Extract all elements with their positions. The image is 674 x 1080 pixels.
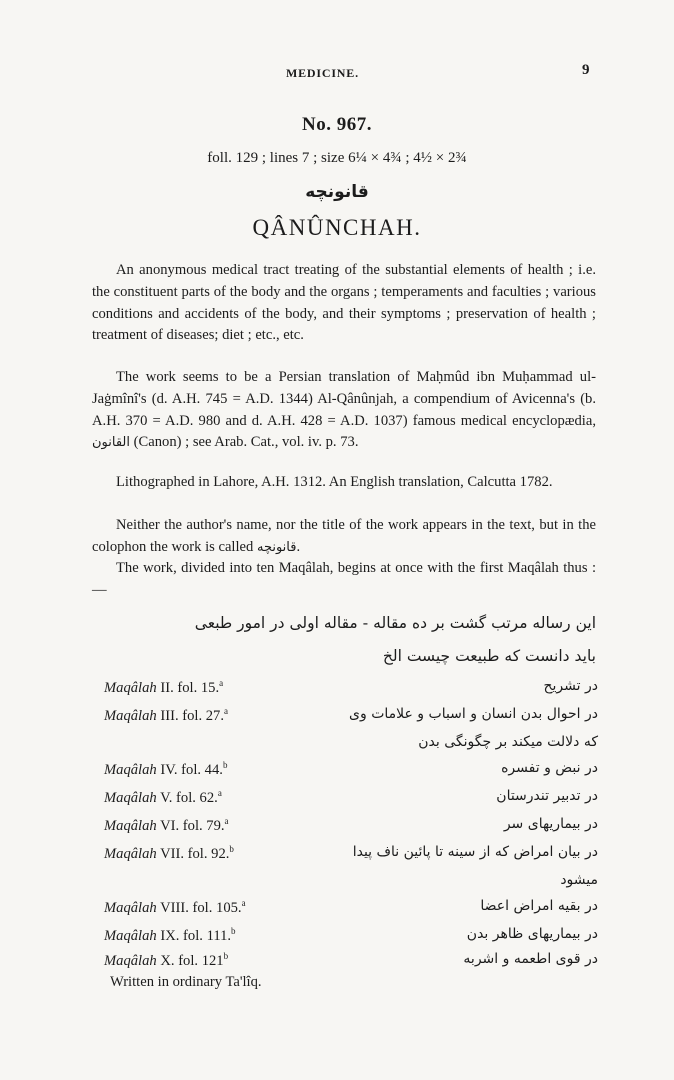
maqalah-word: Maqâlah	[104, 789, 157, 806]
folio-side: b	[222, 760, 228, 770]
paragraph-colophon-tail: .	[296, 538, 301, 555]
maqalah-row	[104, 678, 598, 702]
maqalah-row	[104, 760, 598, 784]
folio-side: b	[229, 844, 234, 854]
maqalah-label	[104, 844, 234, 863]
maqalah-persian-continuation: میشود	[560, 872, 598, 888]
paragraph-description: An anonymous medical tract treating of the substantial elements of health ; i.e. the constituent parts of the body and the organs ; temperaments and faculties ; various conditions and accidents of the body, and their symptoms ; preservation of health ; treatment of diseases; diet ; etc., etc.	[92, 262, 596, 344]
opening-persian-line-1: این رساله مرتب گشت بر ده مقاله - مقاله اولی در امور طبعی	[194, 614, 596, 632]
maqalah-label	[104, 760, 227, 779]
paragraph-division: The work, divided into ten Maqâlah, begins at once with the first Maqâlah thus :—	[92, 560, 596, 598]
maqalah-folio: II. fol. 15.	[160, 679, 220, 696]
folio-side: b	[231, 926, 236, 936]
maqalah-word: Maqâlah	[104, 761, 157, 778]
folio-side: a	[217, 788, 222, 798]
physical-description: foll. 129 ; lines 7 ; size 6¼ × 4¾ ; 4½ × 2¾	[207, 150, 467, 166]
maqalah-folio: IV. fol. 44.	[160, 761, 223, 778]
maqalah-word: Maqâlah	[104, 952, 157, 969]
maqalah-persian-heading: در احوال بدن انسان و اسباب و علامات وی	[349, 706, 598, 722]
qanun-persian-word: القانون	[92, 435, 130, 451]
maqalah-label	[104, 898, 246, 917]
opening-persian-line-2: باید دانست که طبیعت چیست الخ	[382, 647, 596, 665]
paragraph-lithograph: Lithographed in Lahore, A.H. 1312. An English translation, Calcutta 1782.	[116, 474, 553, 490]
maqalah-persian-heading: در قوی اطعمه و اشربه	[463, 951, 598, 967]
maqalah-persian-heading: در نبض و تفسره	[501, 760, 598, 776]
maqalah-folio: VII. fol. 92.	[160, 845, 230, 862]
maqalah-word: Maqâlah	[104, 707, 157, 724]
maqalah-persian-heading: در بیان امراض که از سینه تا پائین ناف پیدا	[352, 844, 598, 860]
maqalah-word: Maqâlah	[104, 927, 157, 944]
maqalah-persian-continuation: که دلالت میکند بر چگونگی بدن	[418, 734, 598, 750]
maqalah-row	[104, 706, 598, 730]
maqalah-label	[104, 678, 223, 697]
running-head: MEDICINE.	[286, 66, 359, 80]
colophon-persian-title: قانونچه	[256, 539, 297, 555]
paragraph-translation-text: The work seems to be a Persian translation of Maḥmûd ibn Muḥammad ul-Jaġmînî's (d. A.H. 745 = A.D. 1344) Al-Qânûnjah, a compendium of Avicenna's (b. A.H. 370 = A.D. 980 and d. A.H. 428 = A.D. 1037) famous medical encyclopædia,	[92, 369, 596, 429]
maqalah-label	[104, 926, 236, 945]
folio-side: a	[224, 816, 229, 826]
maqalah-row	[104, 844, 598, 868]
folio-side: a	[241, 898, 246, 908]
page-number: 9	[582, 62, 590, 78]
maqalah-folio: III. fol. 27.	[160, 707, 224, 724]
maqalah-folio: V. fol. 62.	[160, 789, 218, 806]
maqalah-folio: VIII. fol. 105.	[160, 899, 242, 916]
entry-number: No. 967.	[302, 114, 372, 135]
maqalah-label	[104, 816, 229, 835]
maqalah-label	[104, 788, 222, 807]
paragraph-translation-note	[92, 367, 596, 454]
folio-side: a	[224, 706, 228, 716]
folio-side: b	[223, 951, 229, 961]
maqalah-row	[104, 951, 598, 975]
maqalah-persian-heading: در تدبیر تندرستان	[496, 788, 598, 804]
maqalah-folio: X. fol. 121	[160, 952, 224, 969]
entry-title: QÂNÛNCHAH.	[252, 215, 422, 240]
maqalah-label	[104, 951, 228, 970]
paragraph-colophon	[92, 515, 596, 559]
maqalah-word: Maqâlah	[104, 899, 157, 916]
persian-title: قانونچه	[305, 182, 369, 202]
maqalah-word: Maqâlah	[104, 845, 157, 862]
paragraph-colophon-text: Neither the author's name, nor the title of the work appears in the text, but in the colophon the work is called	[92, 517, 596, 555]
maqalah-persian-heading: در بیماریهای ظاهر بدن	[466, 926, 598, 942]
paragraph-translation-tail: (Canon) ; see Arab. Cat., vol. iv. p. 73.	[133, 434, 359, 451]
maqalah-persian-heading: در بقیه امراض اعضا	[480, 898, 598, 914]
maqalah-persian-heading: در بیماریهای سر	[503, 816, 598, 832]
maqalah-folio: IX. fol. 111.	[160, 927, 232, 944]
maqalah-persian-heading: در تشریح	[543, 678, 598, 694]
maqalah-row	[104, 926, 598, 950]
maqalah-row	[104, 898, 598, 922]
maqalah-row	[104, 816, 598, 840]
folio-side: a	[219, 678, 224, 688]
maqalah-word: Maqâlah	[104, 817, 157, 834]
maqalah-row	[104, 788, 598, 812]
maqalah-label	[104, 706, 228, 725]
maqalah-folio: VI. fol. 79.	[160, 817, 225, 834]
script-note: Written in ordinary Ta'lîq.	[110, 974, 262, 990]
maqalah-word: Maqâlah	[104, 679, 157, 696]
